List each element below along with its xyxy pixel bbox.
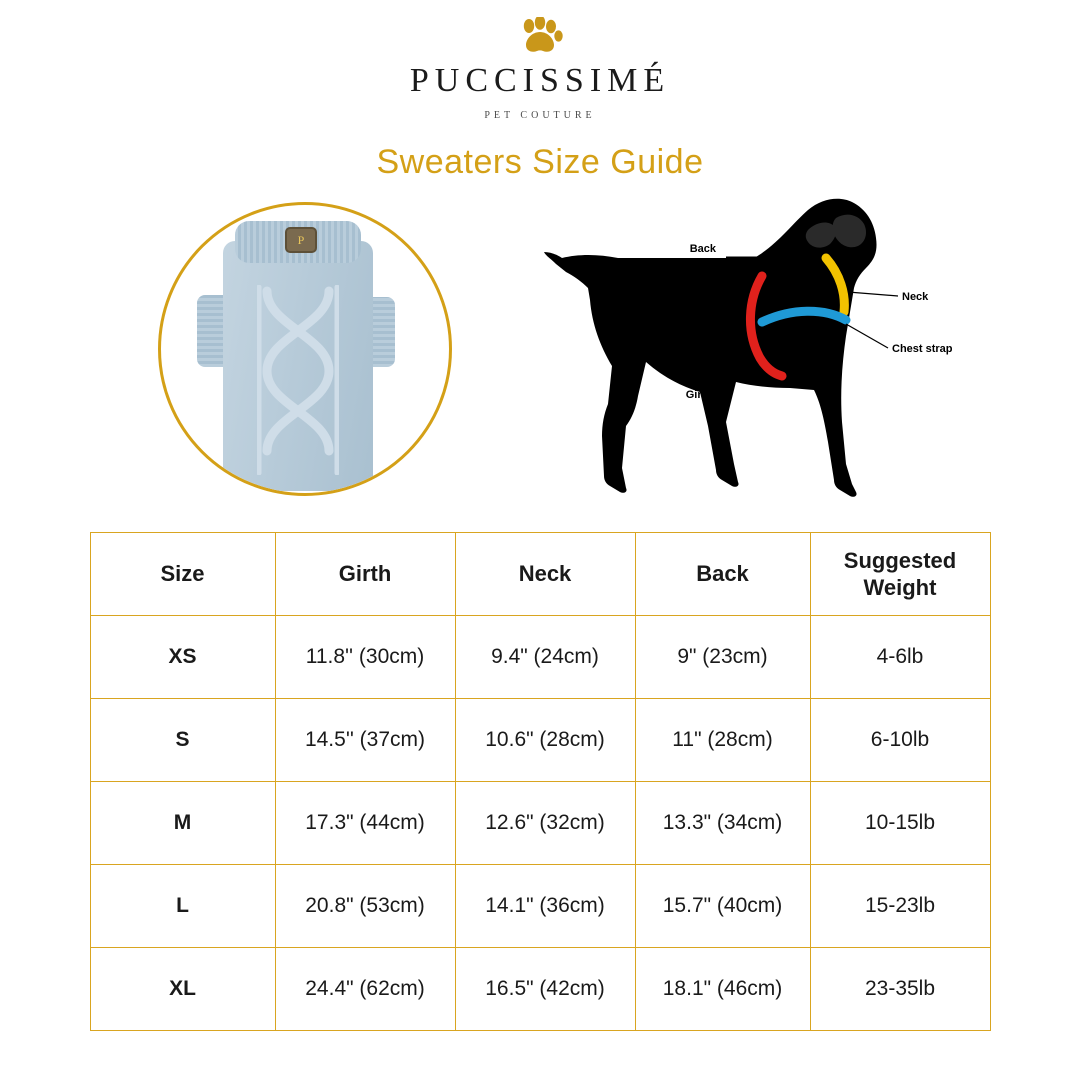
table-row: [90, 616, 990, 699]
product-photo: [158, 202, 452, 496]
cell-back: 13.3" (34cm): [635, 782, 810, 865]
table-row: [90, 782, 990, 865]
cell-back: 11" (28cm): [635, 699, 810, 782]
table-row: [90, 948, 990, 1031]
header-size: Size: [90, 533, 275, 616]
cell-neck: 14.1" (36cm): [455, 865, 635, 948]
header-back: Back: [635, 533, 810, 616]
cell-weight: 10-15lb: [810, 782, 990, 865]
page-title: Sweaters Size Guide: [376, 143, 704, 181]
cell-back: 18.1" (46cm): [635, 948, 810, 1031]
header-girth: Girth: [275, 533, 455, 616]
illustration-row: [0, 196, 1080, 526]
cell-neck: 10.6" (28cm): [455, 699, 635, 782]
cell-neck: 16.5" (42cm): [455, 948, 635, 1031]
sweater-cable-pattern: [257, 285, 339, 475]
cell-size: S: [90, 699, 275, 782]
table-row: [90, 699, 990, 782]
dog-silhouette-diagram: [540, 196, 1010, 526]
cell-size: L: [90, 865, 275, 948]
header-suggested-weight: Suggested Weight: [810, 533, 990, 616]
product-photo-column: [70, 196, 540, 496]
sweater-logo-button: P: [285, 227, 317, 253]
cell-weight: 4-6lb: [810, 616, 990, 699]
cell-weight: 23-35lb: [810, 948, 990, 1031]
label-chest-strap: Chest strap: [892, 343, 953, 355]
cell-girth: 24.4" (62cm): [275, 948, 455, 1031]
table-row: [90, 865, 990, 948]
paw-print-icon: [0, 16, 1080, 56]
cell-neck: 9.4" (24cm): [455, 616, 635, 699]
brand-tagline: PET COUTURE: [484, 110, 596, 121]
brand-header: [0, 0, 1080, 121]
cell-girth: 17.3" (44cm): [275, 782, 455, 865]
measurement-diagram: [540, 196, 1010, 526]
cell-size: M: [90, 782, 275, 865]
cell-back: 9" (23cm): [635, 616, 810, 699]
table-header-row: [90, 533, 990, 616]
cell-girth: 11.8'' (30cm): [275, 616, 455, 699]
label-neck: Neck: [902, 291, 929, 303]
header-neck: Neck: [455, 533, 635, 616]
cell-weight: 6-10lb: [810, 699, 990, 782]
label-girth: Girth: [685, 389, 712, 401]
cell-neck: 12.6" (32cm): [455, 782, 635, 865]
label-back: Back: [689, 243, 716, 255]
size-chart-table: [90, 532, 991, 1031]
brand-name: PUCCISSIMÉ: [409, 62, 671, 99]
cell-back: 15.7" (40cm): [635, 865, 810, 948]
cell-girth: 14.5'' (37cm): [275, 699, 455, 782]
cell-weight: 15-23lb: [810, 865, 990, 948]
cell-size: XS: [90, 616, 275, 699]
cell-size: XL: [90, 948, 275, 1031]
cell-girth: 20.8" (53cm): [275, 865, 455, 948]
